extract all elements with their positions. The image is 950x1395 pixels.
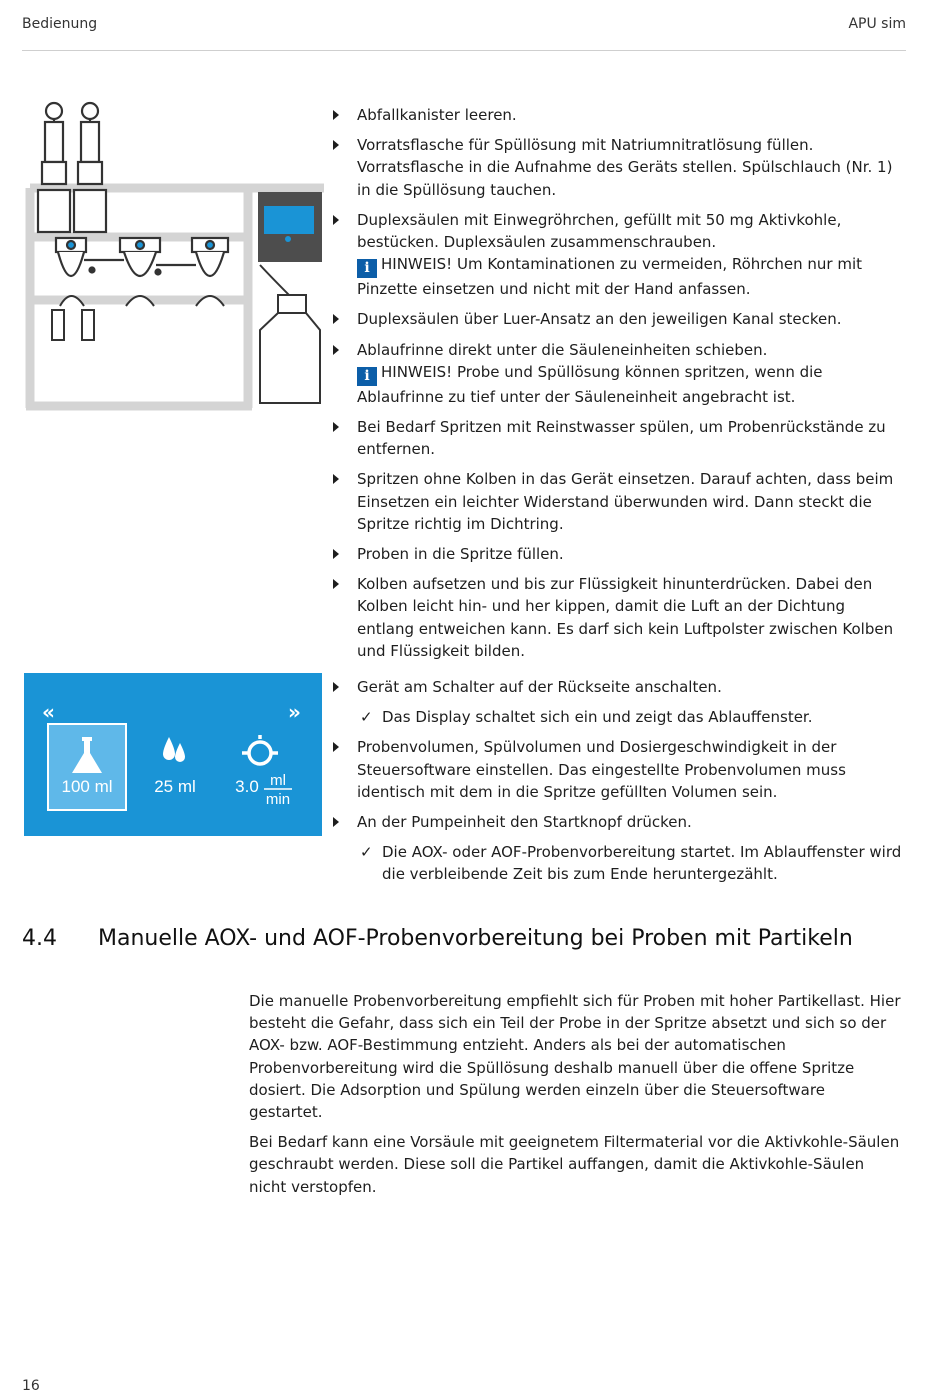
step-arrow-icon	[333, 110, 339, 120]
header-chapter: Bedienung	[22, 16, 98, 32]
syringe-left	[38, 103, 70, 232]
checkmark-icon: ✓	[360, 708, 373, 727]
step-result	[333, 841, 903, 885]
step-arrow-icon	[333, 140, 339, 150]
step-arrow-icon	[333, 474, 339, 484]
note-text: Probe und Spüllösung können spritzen, wenn die Ablaufrinne zu tief unter der Säuleneinheit angebracht ist.	[357, 362, 823, 406]
display-nav-left: «	[42, 700, 55, 724]
instruction-step	[333, 416, 903, 460]
instruction-step	[333, 134, 903, 201]
display-flow-value: 3.0	[235, 777, 259, 796]
page-number: 16	[22, 1378, 40, 1394]
instruction-step	[333, 468, 903, 535]
syringe-right	[74, 103, 106, 232]
result-text: Das Display schaltet sich ein und zeigt das Ablauffenster.	[382, 708, 813, 727]
step-arrow-icon	[333, 345, 339, 355]
step-arrow-icon	[333, 549, 339, 559]
instruction-steps	[333, 104, 903, 894]
section-body	[249, 990, 903, 1206]
body-paragraph: Bei Bedarf kann eine Vorsäule mit geeignetem Filtermaterial vor die Aktivkohle-Säulen geschraubt werden. Diese soll die Partikel auffangen, damit die Aktivkohle-Säulen nicht verstopfen.	[249, 1133, 900, 1196]
control-panel	[258, 192, 322, 262]
step-text: An der Pumpeinheit den Startknopf drücken.	[357, 813, 692, 832]
result-text: Die AOX- oder AOF-Probenvorbereitung startet. Im Ablauffenster wird die verbleibende Zeit bis zum Ende heruntergezählt.	[382, 843, 902, 884]
lower-tubes	[52, 296, 224, 340]
instruction-step	[333, 104, 903, 126]
step-result	[333, 706, 903, 728]
step-arrow-icon	[333, 817, 339, 827]
step-text: Probenvolumen, Spülvolumen und Dosiergeschwindigkeit in der Steuersoftware einstellen. Das eingestellte Probenvolumen muss identisch mit dem in die Spritze gefüllten Volumen sein.	[357, 738, 846, 801]
pump-icon	[242, 735, 278, 764]
body-paragraph: Die manuelle Probenvorbereitung empfiehlt sich für Proben mit hoher Partikellast. Hier besteht die Gefahr, dass sich ein Teil der Probe in der Spritze absetzt und sich so der AOX- bzw. AOF-Bestimmung entzieht. Anders als bei der automatischen Probenvorbereitung wird die Spüllösung deshalb manuell über die offene Spritze dosiert. Die Adsorption und Spülung werden einzeln über die Steuersoftware gestartet.	[249, 992, 901, 1122]
step-text: Kolben aufsetzen und bis zur Flüssigkeit hinunterdrücken. Dabei den Kolben leicht hin- und her kippen, damit die Luft an der Dichtung entlang entweichen kann. Es darf sich kein Luftpolster zwischen Kolben und Flüssigkeit bilden.	[357, 575, 894, 660]
display-rinse-volume: 25 ml	[154, 777, 196, 796]
note-label: HINWEIS!	[381, 255, 453, 274]
step-text: Spritzen ohne Kolben in das Gerät einsetzen. Darauf achten, dass beim Einsetzen ein leichter Widerstand überwunden wird. Dann steckt die Spritze richtig im Dichtring.	[357, 470, 894, 533]
note-label: HINWEIS!	[381, 362, 453, 381]
step-text: Bei Bedarf Spritzen mit Reinstwasser spülen, um Probenrückstände zu entfernen.	[357, 418, 886, 459]
display-sample-volume: 100 ml	[61, 777, 113, 796]
step-text: Vorratsflasche für Spüllösung mit Natriumnitratlösung füllen. Vorratsflasche in die Aufnahme des Geräts stellen. Spülschlauch (Nr. 1) in die Spüllösung tauchen.	[357, 136, 893, 199]
column-units	[56, 238, 228, 276]
checkmark-icon: ✓	[360, 843, 373, 862]
display-flow-unit-bottom: min	[265, 791, 291, 808]
page-header	[22, 16, 906, 51]
step-text: Abfallkanister leeren.	[357, 106, 517, 124]
info-icon: i	[357, 259, 377, 278]
display-flow-unit-top: ml	[270, 772, 286, 789]
step-arrow-icon	[333, 422, 339, 432]
step-arrow-icon	[333, 579, 339, 589]
instruction-step	[333, 543, 903, 565]
step-arrow-icon	[333, 215, 339, 225]
step-text: Proben in die Spritze füllen.	[357, 545, 564, 564]
instruction-step	[333, 308, 903, 330]
step-text: Duplexsäulen über Luer-Ansatz an den jeweiligen Kanal stecken.	[357, 310, 842, 329]
drops-icon	[163, 737, 185, 762]
note	[333, 361, 903, 408]
section-number: 4.4	[22, 926, 57, 951]
info-icon: i	[357, 367, 377, 386]
step-text: Duplexsäulen mit Einwegröhrchen, gefüllt mit 50 mg Aktivkohle, bestücken. Duplexsäulen zusammenschrauben.	[357, 210, 842, 252]
step-arrow-icon	[333, 682, 339, 692]
instruction-step	[333, 736, 903, 803]
section-heading	[22, 926, 902, 951]
section-title-text: Manuelle AOX- und AOF-Probenvorbereitung bei Proben mit Partikeln	[98, 926, 853, 951]
instruction-step	[333, 573, 903, 662]
display-screen	[24, 673, 322, 836]
header-product: APU sim	[848, 16, 906, 32]
instruction-step	[333, 676, 903, 698]
step-arrow-icon	[333, 314, 339, 324]
note-text: Um Kontaminationen zu vermeiden, Röhrchen nur mit Pinzette einsetzen und nicht mit der Hand anfassen.	[357, 255, 862, 299]
instruction-step	[333, 339, 903, 361]
instruction-step	[333, 811, 903, 833]
step-text: Gerät am Schalter auf der Rückseite anschalten.	[357, 678, 722, 697]
display-nav-right: »	[288, 700, 301, 724]
step-arrow-icon	[333, 742, 339, 752]
device-illustration	[24, 100, 324, 412]
rinse-bottle	[260, 265, 320, 403]
instruction-step	[333, 209, 903, 253]
display-screen-graphic	[24, 673, 322, 836]
step-text: Ablaufrinne direkt unter die Säuleneinheiten schieben.	[357, 340, 768, 359]
note	[333, 253, 903, 300]
